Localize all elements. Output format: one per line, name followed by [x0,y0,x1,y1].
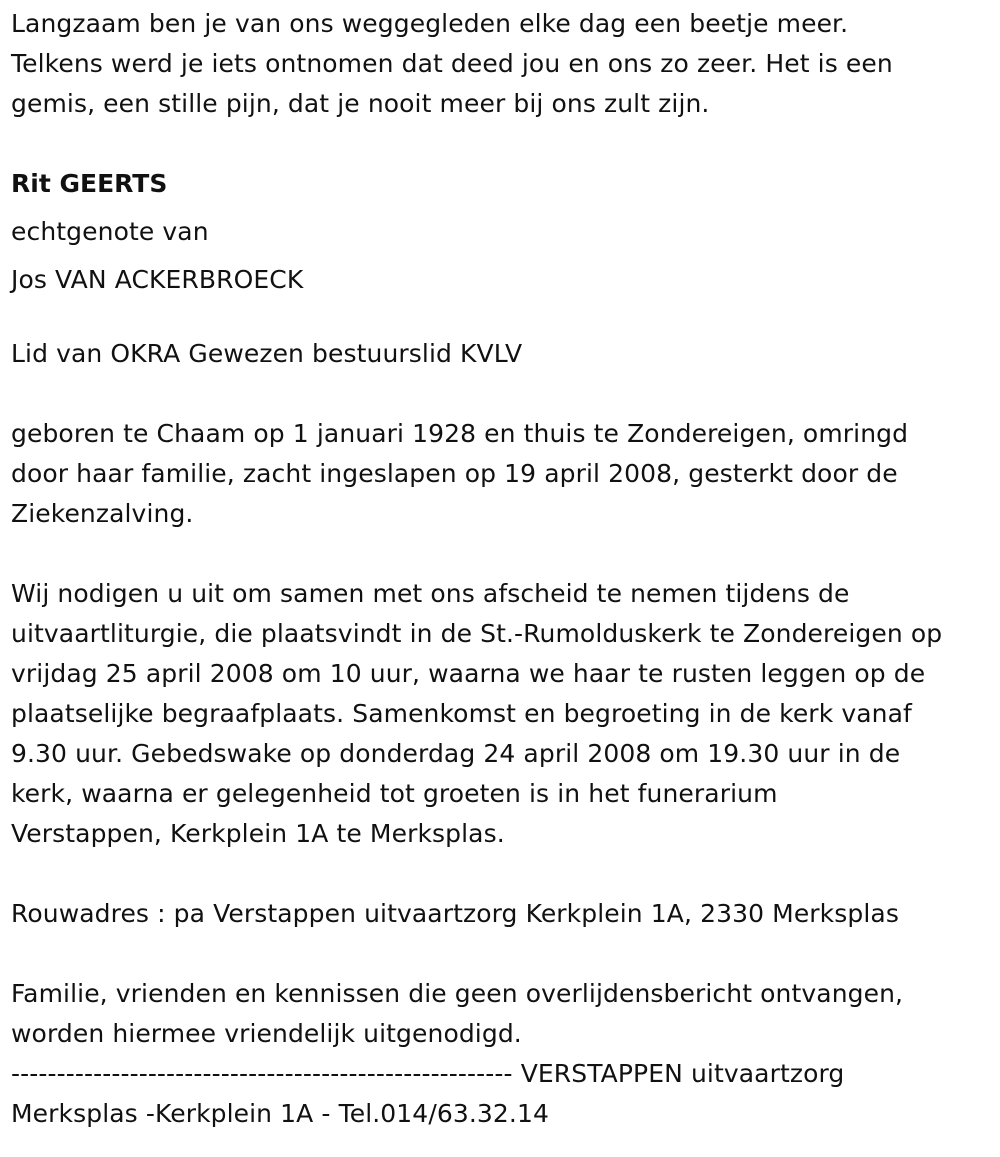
birth-death-block [11,414,996,534]
birth-death-line: door haar familie, zacht ingeslapen op 19 april 2008, gesterkt door de [11,459,898,488]
invitation-line: vrijdag 25 april 2008 om 10 uur, waarna we haar te rusten leggen op de [11,659,926,688]
relation-text: echtgenote van [11,217,209,246]
invitation-line: plaatselijke begraafplaats. Samenkomst en begroeting in de kerk vanaf [11,699,912,728]
membership-text: Lid van OKRA Gewezen bestuurslid KVLV [11,339,523,368]
invitation-line: kerk, waarna er gelegenheid tot groeten is in het funerarium [11,779,778,808]
birth-death-line: Ziekenzalving. [11,499,194,528]
deceased-name: Rit GEERTS [11,169,168,198]
invitation-line: Wij nodigen u uit om samen met ons afscheid te nemen tijdens de [11,579,850,608]
closing-line: Familie, vrienden en kennissen die geen overlijdensbericht ontvangen, [11,979,904,1008]
death-notice [11,4,996,1134]
invitation-line: uitvaartliturgie, die plaatsvindt in de St.-Rumolduskerk te Zondereigen op [11,619,943,648]
closing-block [11,974,996,1054]
invitation-line: 9.30 uur. Gebedswake op donderdag 24 april 2008 om 19.30 uur in de [11,739,901,768]
verse-line: gemis, een stille pijn, dat je nooit meer bij ons zult zijn. [11,89,710,118]
spouse-name: Jos VAN ACKERBROECK [11,265,304,294]
birth-death-line: geboren te Chaam op 1 januari 1928 en thuis te Zondereigen, omringd [11,419,909,448]
mourning-address: Rouwadres : pa Verstappen uitvaartzorg Kerkplein 1A, 2330 Merksplas [11,899,899,928]
verse-line: Langzaam ben je van ons weggegleden elke dag een beetje meer. [11,9,849,38]
verse-block [11,4,996,124]
undertaker-contact: Merksplas -Kerkplein 1A - Tel.014/63.32.14 [11,1099,549,1128]
footer-block [11,1054,996,1134]
invitation-block [11,574,996,854]
undertaker-line: ------------------------------------------------------- VERSTAPPEN uitvaartzorg [11,1059,845,1088]
verse-line: Telkens werd je iets ontnomen dat deed jou en ons zo zeer. Het is een [11,49,893,78]
invitation-line: Verstappen, Kerkplein 1A te Merksplas. [11,819,505,848]
closing-line: worden hiermee vriendelijk uitgenodigd. [11,1019,522,1048]
